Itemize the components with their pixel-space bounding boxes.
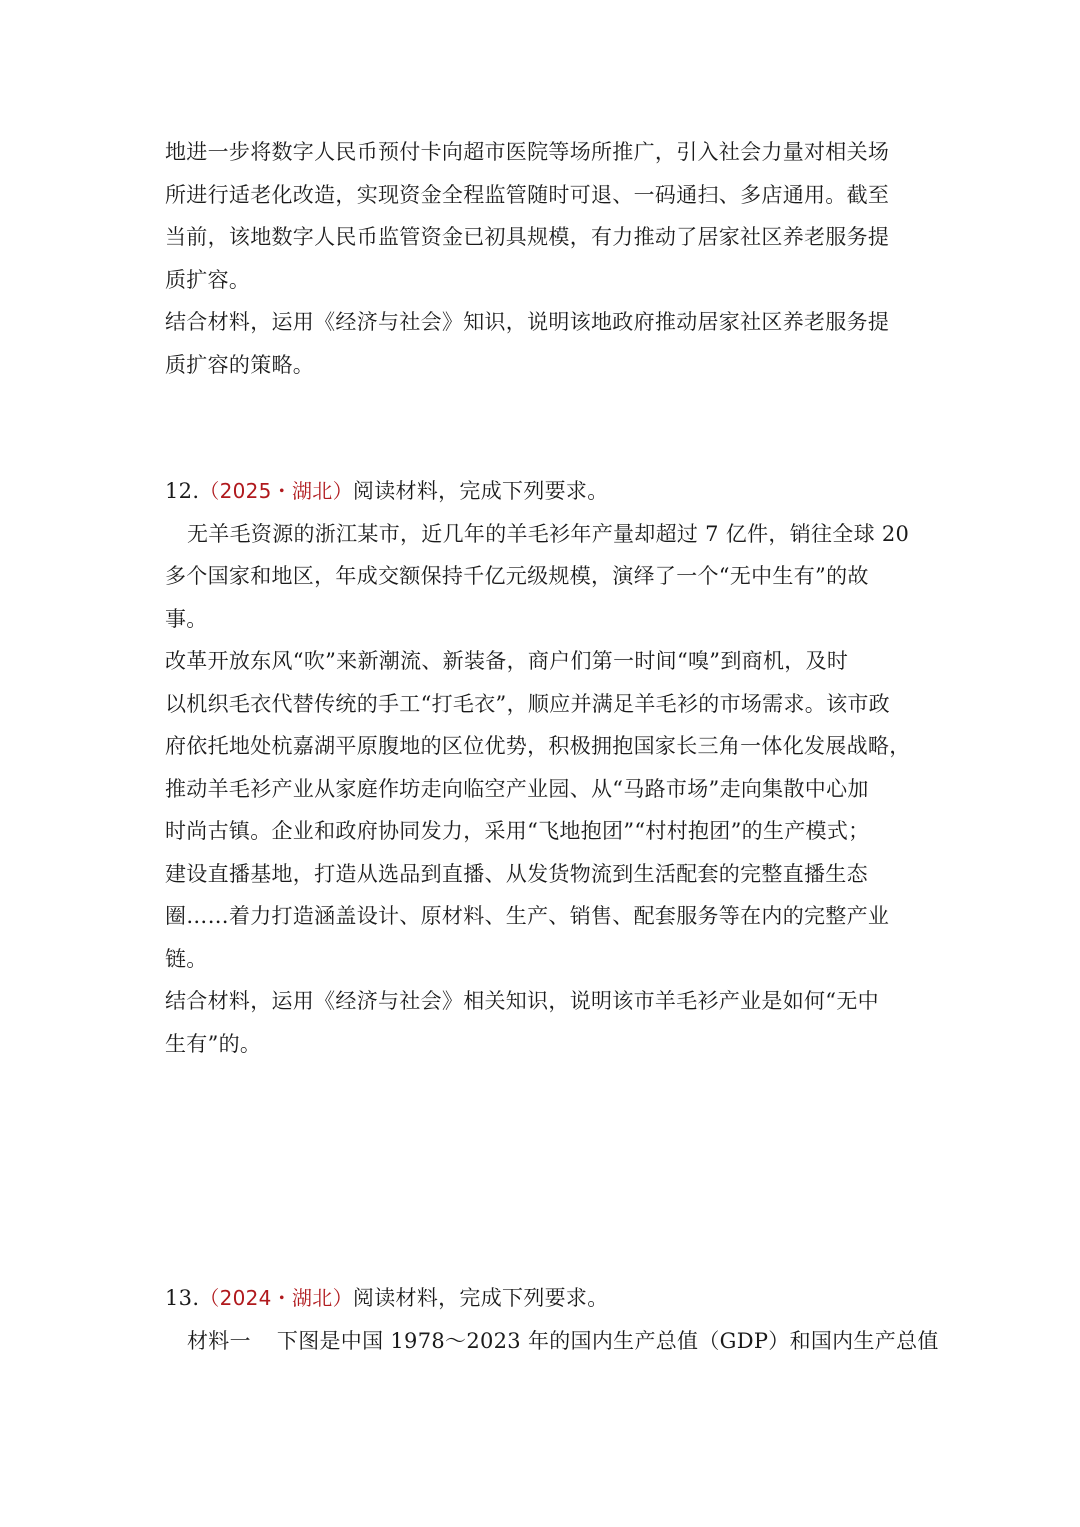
q12-para1-line-3: 事。 <box>165 606 208 631</box>
q12-para2-line-8: 链。 <box>165 946 208 971</box>
q12-para2-line-3: 府依托地处杭嘉湖平原腹地的区位优势，积极拥抱国家长三角一体化发展战略， <box>165 734 911 758</box>
q12-instruction: 阅读材料，完成下列要求。 <box>352 479 609 503</box>
q13-material-label: 材料一 <box>187 1328 251 1353</box>
q12-para1-line-1: 无羊毛资源的浙江某市，近几年的羊毛衫年产量却超过 7 亿件，销往全球 20 <box>187 521 910 546</box>
q13-material-text: 下图是中国 1978～2023 年的国内生产总值（GDP）和国内生产总值 <box>276 1328 939 1353</box>
q12-para2-line-5: 时尚古镇。企业和政府协同发力，采用“飞地抱团”“村村抱团”的生产模式； <box>165 819 870 843</box>
q12-source-tag: （2025・湖北） <box>199 479 353 503</box>
q11-line-3: 当前，该地数字人民币监管资金已初具规模，有力推动了居家社区养老服务提 <box>165 225 890 249</box>
q12-para2-line-4: 推动羊毛衫产业从家庭作坊走向临空产业园、从“马路市场”走向集散中心加 <box>165 776 869 801</box>
q11-line-2: 所进行适老化改造，实现资金全程监管随时可退、一码通扫、多店通用。截至 <box>165 182 890 207</box>
q12-para2-line-1: 改革开放东风“吹”来新潮流、新装备，商户们第一时间“嗅”到商机，及时 <box>165 649 849 673</box>
q13-number: 13. <box>165 1286 200 1310</box>
q11-line-4: 质扩容。 <box>165 267 251 292</box>
q12-heading <box>165 470 925 513</box>
q12-number: 12. <box>165 479 200 503</box>
q13-instruction: 阅读材料，完成下列要求。 <box>352 1286 609 1310</box>
q11-question-line-1: 结合材料，运用《经济与社会》知识，说明该地政府推动居家社区养老服务提 <box>165 310 890 334</box>
q13-heading <box>165 1277 925 1320</box>
q11-block <box>165 131 925 386</box>
q12-para2-line-2: 以机织毛衣代替传统的手工“打毛衣”，顺应并满足羊毛衫的市场需求。该市政 <box>165 691 890 716</box>
q12-block <box>165 470 925 1065</box>
q13-material-line <box>165 1320 939 1363</box>
q12-para2-line-7: 圈……着力打造涵盖设计、原材料、生产、销售、配套服务等在内的完整产业 <box>165 904 890 928</box>
q12-question-line-1: 结合材料，运用《经济与社会》相关知识，说明该市羊毛衫产业是如何“无中 <box>165 989 879 1013</box>
q11-line-1: 地进一步将数字人民币预付卡向超市医院等场所推广，引入社会力量对相关场 <box>165 140 890 164</box>
q13-block <box>165 1277 939 1362</box>
q12-para1-line-2: 多个国家和地区，年成交额保持千亿元级规模，演绎了一个“无中生有”的故 <box>165 564 869 588</box>
q12-para2-line-6: 建设直播基地，打造从选品到直播、从发货物流到生活配套的完整直播生态 <box>165 861 868 886</box>
q12-question-line-2: 生有”的。 <box>165 1031 262 1056</box>
q11-question-line-2: 质扩容的策略。 <box>165 352 315 377</box>
q13-source-tag: （2024・湖北） <box>199 1286 353 1310</box>
